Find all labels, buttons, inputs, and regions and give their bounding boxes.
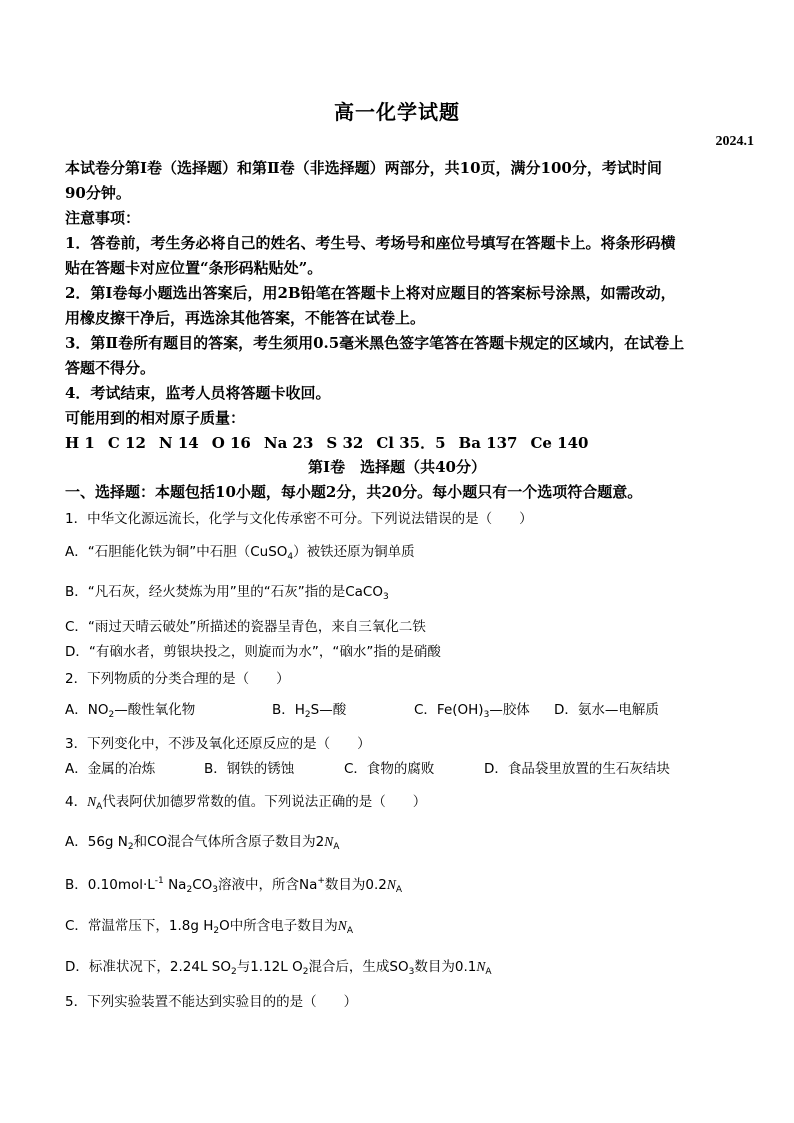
atomic-mass-list — [65, 432, 601, 453]
part-1-instructions: 一、选择题：本题包括10小题，每小题2分，共20分。每小题只有一个选项符合题意。 — [65, 483, 643, 501]
note-2-line-2: 用橡皮擦干净后，再选涂其他答案，不能答在试卷上。 — [65, 309, 426, 327]
page-title: 高一化学试题 — [334, 100, 460, 124]
q4-stem: 4．$N_A$代表阿伏加德罗常数的值。下列说法正确的是（ ） — [65, 794, 427, 812]
q4-option-c: C．常温常压下，1.8g $H_2O$中所含电子数目为$N_A$ — [65, 918, 353, 936]
intro-line-1: 本试卷分第Ⅰ卷（选择题）和第Ⅱ卷（非选择题）两部分，共10页，满分100分，考试时间 — [65, 159, 662, 177]
q3-option-c: C．食物的腐败 — [344, 761, 435, 777]
q3-stem: 3．下列变化中，不涉及氧化还原反应的是（ ） — [65, 736, 371, 752]
note-3-line-2: 答题不得分。 — [65, 359, 156, 377]
exam-date: 2024.1 — [715, 134, 754, 149]
q1-option-a: A．“石胆能化铁为铜”中石胆（CuSO$_4$）被铁还原为铜单质 — [65, 544, 415, 562]
q3-option-b: B．钢铁的锈蚀 — [204, 761, 295, 777]
q2-option-b: B．$H_2S—$酸 — [272, 702, 347, 720]
q3-option-a: A．金属的冶炼 — [65, 761, 156, 777]
q5-stem: 5．下列实验装置不能达到实验目的的是（ ） — [65, 994, 358, 1010]
section-heading: 第Ⅰ卷 选择题（共40分） — [308, 458, 486, 476]
q4-option-d: D．标准状况下，2.24L $SO_2$与1.12L $O_2$混合后，生成$SO_3$数目为$0.1N_A$ — [65, 959, 492, 977]
note-1-line-2: 贴在答题卡对应位置“条形码粘贴处”。 — [65, 259, 323, 277]
q1-stem: 1．中华文化源远流长，化学与文化传承密不可分。下列说法错误的是（ ） — [65, 511, 533, 527]
q4-option-b: B．$0.10mol\cdot L^{-1}$ $Na_2CO_3$溶液中，所含Na+数目为$0.2N_A$ — [65, 876, 403, 895]
mass-h: H 1 — [65, 434, 95, 452]
note-3-line-1: 3．第Ⅱ卷所有题目的答案，考生须用0.5毫米黑色签字笔答在答题卡规定的区域内，在试卷上 — [65, 334, 685, 352]
mass-na: Na 23 — [263, 434, 314, 452]
atomic-mass-title: 可能用到的相对原子质量： — [65, 409, 246, 427]
q3-option-d: D．食品袋里放置的生石灰结块 — [484, 761, 670, 777]
intro-line-2: 90分钟。 — [65, 184, 131, 202]
q2-option-a: A．$NO_2—$酸性氧化物 — [65, 702, 196, 720]
q1-option-d: D．“有硇水者，剪银块投之，则旋而为水”，“硇水”指的是硝酸 — [65, 644, 441, 660]
notes-title: 注意事项： — [65, 209, 141, 227]
mass-c: C 12 — [107, 434, 146, 452]
q1-option-b: B．“凡石灰，经火焚炼为用”里的“石灰”指的是CaCO$_3$ — [65, 584, 389, 602]
mass-o: O 16 — [211, 434, 251, 452]
q4-option-a: A．56g $N_2$和CO混合气体所含原子数目为$2N_A$ — [65, 834, 340, 852]
note-2-line-1: 2．第Ⅰ卷每小题选出答案后，用2B铅笔在答题卡上将对应题目的答案标号涂黑，如需改动， — [65, 284, 676, 302]
mass-n: N 14 — [158, 434, 199, 452]
mass-s: S 32 — [326, 434, 364, 452]
mass-ce: Ce 140 — [530, 434, 589, 452]
mass-ba: Ba 137 — [458, 434, 518, 452]
q2-option-c: C．$Fe(OH)_3—$胶体 — [414, 702, 530, 720]
q2-stem: 2．下列物质的分类合理的是（ ） — [65, 671, 290, 687]
note-4: 4．考试结束，监考人员将答题卡收回。 — [65, 384, 331, 402]
q1-option-c: C．“雨过天晴云破处”所描述的瓷器呈青色，来自三氧化二铁 — [65, 619, 426, 635]
q2-option-d: D．氨水—电解质 — [554, 702, 659, 718]
mass-cl: Cl 35．5 — [376, 434, 446, 452]
note-1-line-1: 1．答卷前，考生务必将自己的姓名、考生号、考场号和座位号填写在答题卡上。将条形码横 — [65, 234, 676, 252]
